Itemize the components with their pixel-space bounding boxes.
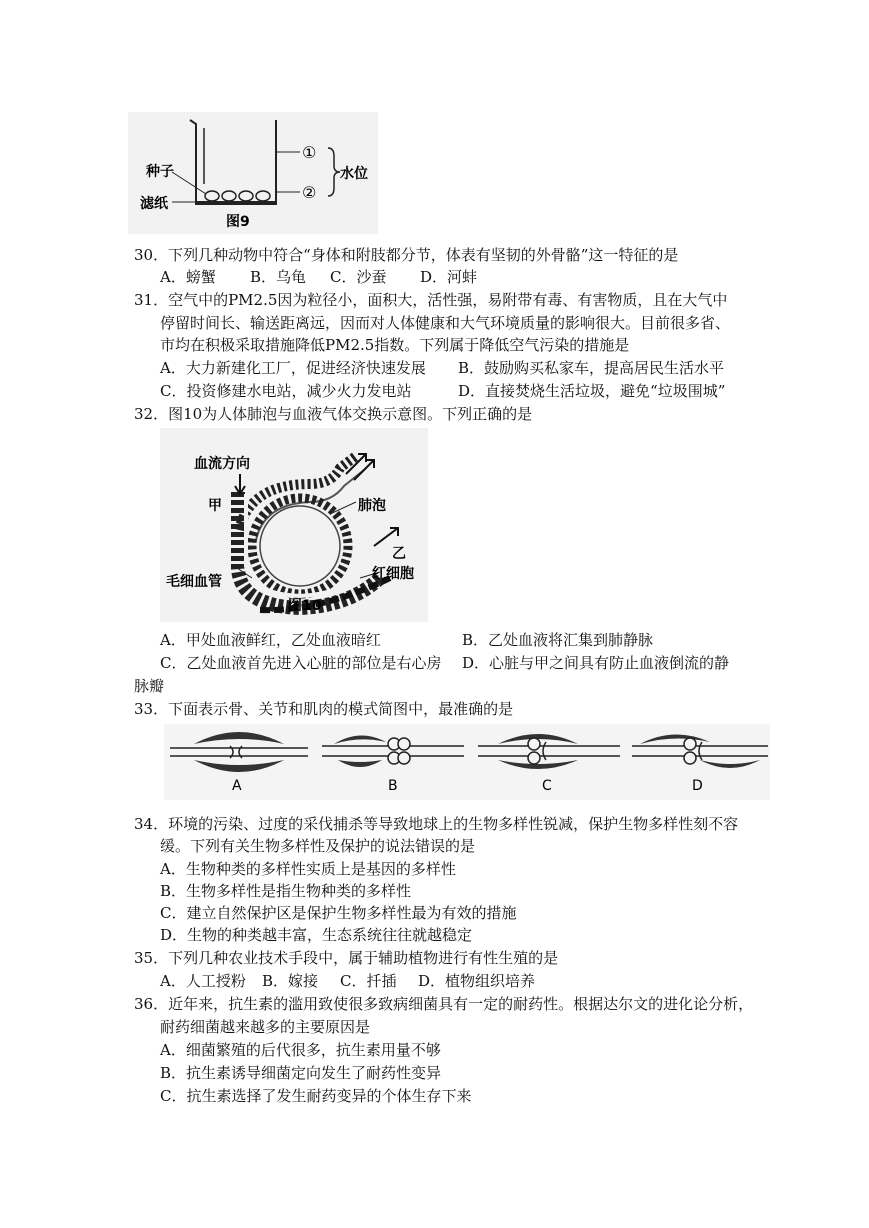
fig10-rbc-label: 红细胞 xyxy=(372,566,414,582)
fig10-flow-label: 血流方向 xyxy=(194,456,250,472)
q34-stem-line2: 缓。下列有关生物多样性及保护的说法错误的是 xyxy=(160,837,476,855)
q35-stem: 35．下列几种农业技术手段中，属于辅助植物进行有性生殖的是 xyxy=(134,949,559,967)
q31-stem-line3: 市均在积极采取措施降低PM2.5指数。下列属于降低空气污染的措施是 xyxy=(160,336,630,354)
q32-option-b: B．乙处血液将汇集到肺静脉 xyxy=(462,631,654,649)
fig10-jia-label: 甲 xyxy=(208,498,222,514)
fig9-filter-label: 滤纸 xyxy=(140,196,168,212)
q34-option-b: B．生物多样性是指生物种类的多样性 xyxy=(160,882,412,900)
q32-option-d-continued: 脉瓣 xyxy=(134,677,165,695)
q32-stem: 32．图10为人体肺泡与血液气体交换示意图。下列正确的是 xyxy=(134,405,533,423)
figure-10 xyxy=(160,428,428,622)
q30-option-a: A．螃蟹 xyxy=(160,268,216,286)
q36-stem-line1: 36．近年来，抗生素的滥用致使很多致病细菌具有一定的耐药性。根据达尔文的进化论分析， xyxy=(134,995,754,1013)
q33-label-c: C xyxy=(542,778,552,794)
q34-stem-line1: 34．环境的污染、过度的采伐捕杀等导致地球上的生物多样性锐减，保护生物多样性刻不容 xyxy=(134,815,739,833)
q32-option-d: D．心脏与甲之间具有防止血液倒流的静 xyxy=(462,654,730,672)
q31-option-b: B．鼓励购买私家车，提高居民生活水平 xyxy=(458,359,725,377)
figure-9 xyxy=(128,112,378,234)
fig9-water-label: 水位 xyxy=(340,166,368,182)
q31-option-a: A．大力新建化工厂，促进经济快速发展 xyxy=(160,359,426,377)
q36-option-a: A．细菌繁殖的后代很多，抗生素用量不够 xyxy=(160,1041,441,1059)
q33-label-a: A xyxy=(232,778,242,794)
q36-stem-line2: 耐药细菌越来越多的主要原因是 xyxy=(160,1018,371,1036)
q35-option-a: A．人工授粉 xyxy=(160,972,246,990)
q30-option-b: B．乌龟 xyxy=(250,268,307,286)
fig9-seed-label: 种子 xyxy=(146,164,174,180)
figure-q33-drawing xyxy=(164,724,770,800)
q35-option-d: D．植物组织培养 xyxy=(418,972,536,990)
q36-option-b: B．抗生素诱导细菌定向发生了耐药性变异 xyxy=(160,1064,442,1082)
fig10-yi-label: 乙 xyxy=(392,546,406,562)
q30-option-c: C．沙蚕 xyxy=(330,268,387,286)
q32-option-c: C．乙处血液首先进入心脏的部位是右心房 xyxy=(160,654,442,672)
figure-q33 xyxy=(164,724,770,800)
figure-10-drawing xyxy=(160,428,428,622)
q31-stem-line2: 停留时间长、输送距离远，因而对人体健康和大气环境质量的影响很大。目前很多省、 xyxy=(160,314,731,332)
q33-label-b: B xyxy=(388,778,398,794)
fig10-caption: 图10 xyxy=(288,598,322,614)
fig9-mark-1: ① xyxy=(302,143,317,162)
q34-option-a: A．生物种类的多样性实质上是基因的多样性 xyxy=(160,860,456,878)
q31-option-c: C．投资修建水电站，减少火力发电站 xyxy=(160,382,412,400)
q30-stem: 30．下列几种动物中符合“身体和附肢都分节，体表有坚韧的外骨骼”这一特征的是 xyxy=(134,246,679,264)
fig10-capillary-label: 毛细血管 xyxy=(166,574,222,590)
q32-option-a: A．甲处血液鲜红，乙处血液暗红 xyxy=(160,631,381,649)
figure-9-drawing xyxy=(128,112,378,234)
fig10-alveolus-label: 肺泡 xyxy=(358,498,386,514)
q35-option-b: B．嫁接 xyxy=(262,972,319,990)
q34-option-c: C．建立自然保护区是保护生物多样性最为有效的措施 xyxy=(160,904,517,922)
fig9-mark-2: ② xyxy=(302,183,317,202)
q35-option-c: C．扦插 xyxy=(340,972,397,990)
q36-option-c: C．抗生素选择了发生耐药变异的个体生存下来 xyxy=(160,1087,472,1105)
q31-option-d: D．直接焚烧生活垃圾，避免“垃圾围城” xyxy=(458,382,726,400)
q33-stem: 33．下面表示骨、关节和肌肉的模式简图中，最准确的是 xyxy=(134,700,514,718)
q30-option-d: D．河蚌 xyxy=(420,268,478,286)
q31-stem-line1: 31．空气中的PM2.5因为粒径小，面积大，活性强，易附带有毒、有害物质，且在大气中 xyxy=(134,291,728,309)
q34-option-d: D．生物的种类越丰富，生态系统往往就越稳定 xyxy=(160,926,473,944)
fig9-caption: 图9 xyxy=(226,214,250,230)
q33-label-d: D xyxy=(692,778,703,794)
